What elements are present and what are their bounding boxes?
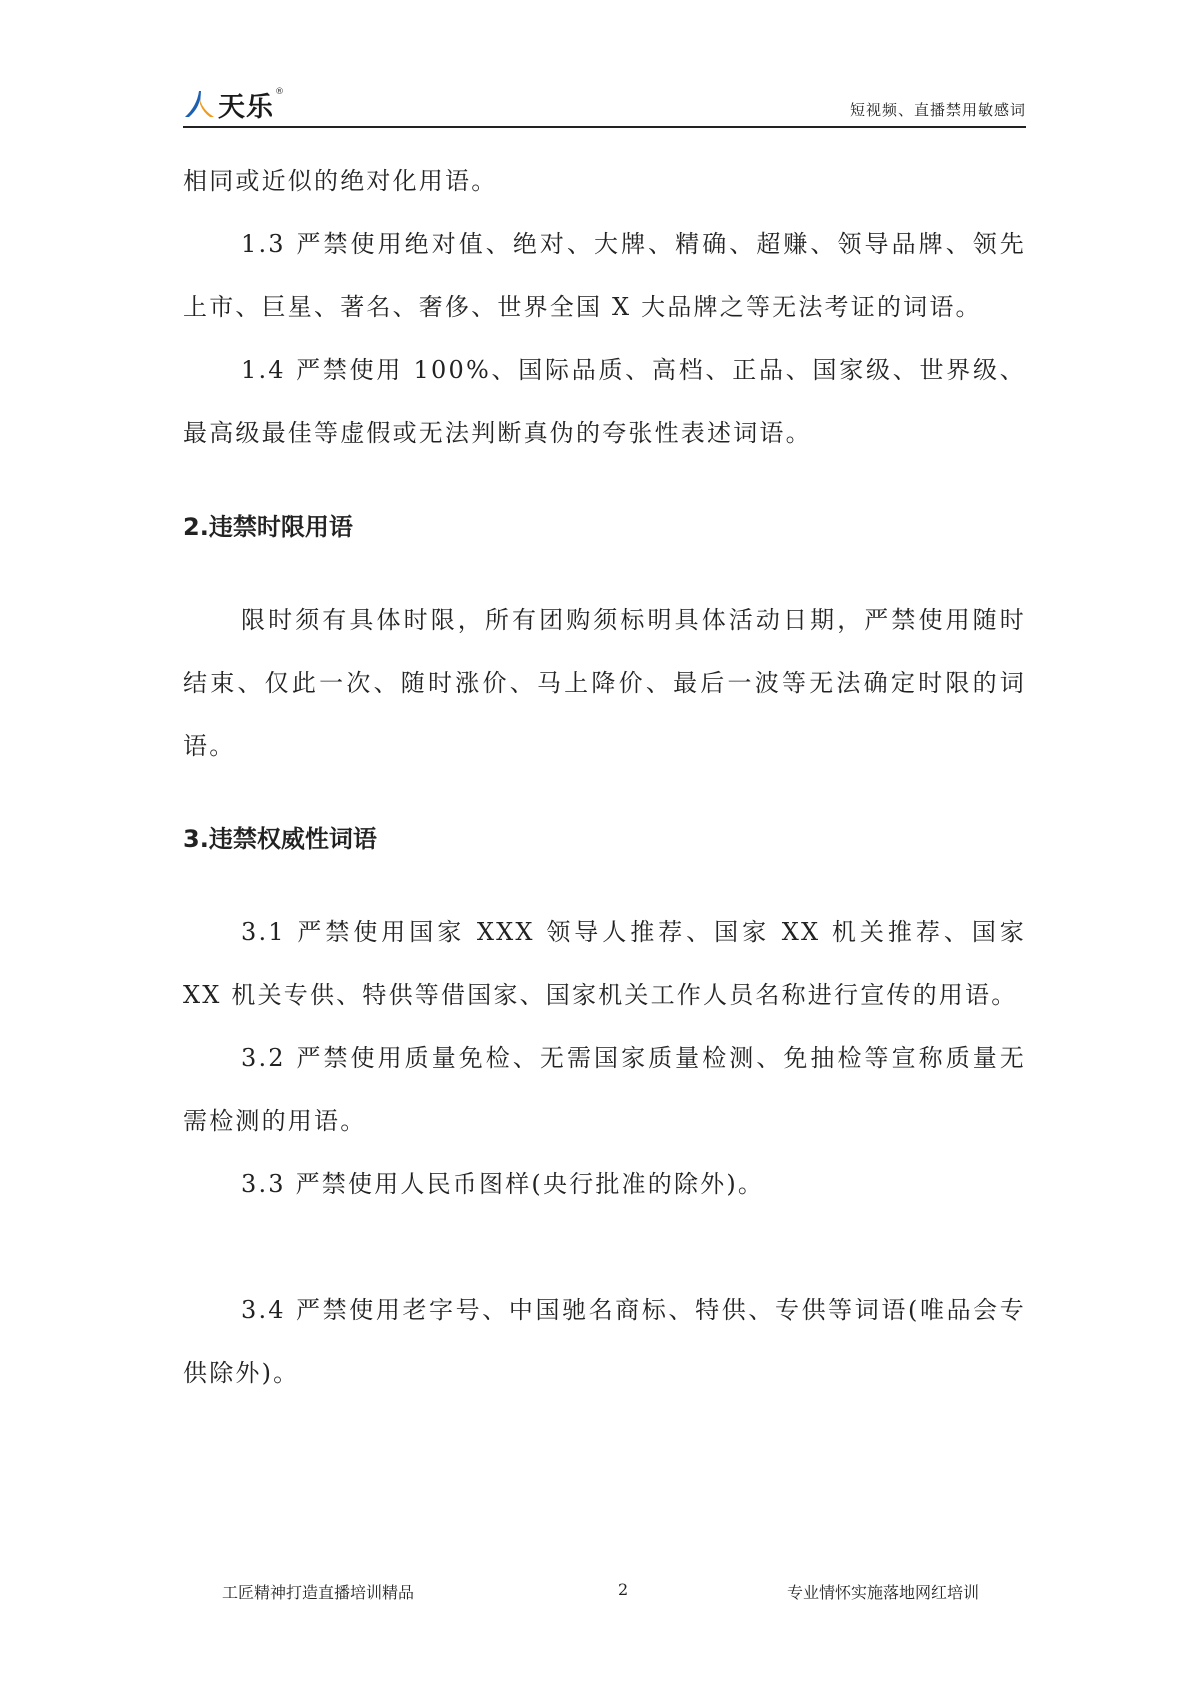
logo-text: 天乐 <box>218 91 274 123</box>
header-divider <box>183 126 1026 128</box>
document-body <box>183 150 1026 1405</box>
page-footer <box>0 1580 1200 1610</box>
logo <box>183 86 284 122</box>
paragraph: 相同或近似的绝对化用语。 <box>183 167 498 195</box>
footer-left-text: 工匠精神打造直播培训精品 <box>222 1583 415 1602</box>
spacer <box>183 778 1026 819</box>
paragraph-1-3: 1.3 严禁使用绝对值、绝对、大牌、精确、超赚、领导品牌、领先上市、巨星、著名、奢侈、世界全国 X 大品牌之等无法考证的词语。 <box>183 230 1026 321</box>
footer-right-text: 专业情怀实施落地网红培训 <box>787 1583 980 1602</box>
section-heading-3: 3.违禁权威性词语 <box>183 825 377 853</box>
paragraph-1-4: 1.4 严禁使用 100%、国际品质、高档、正品、国家级、世界级、最高级最佳等虚假或无法判断真伪的夸张性表述词语。 <box>183 356 1026 447</box>
paragraph-3-1: 3.1 严禁使用国家 XXX 领导人推荐、国家 XX 机关推荐、国家 XX 机关专供、特供等借国家、国家机关工作人员名称进行宣传的用语。 <box>183 918 1026 1009</box>
logo-mark-icon <box>183 88 215 120</box>
spacer <box>183 465 1026 507</box>
page-number: 2 <box>618 1580 629 1599</box>
section-heading-2: 2.违禁时限用语 <box>183 513 353 541</box>
header-title: 短视频、直播禁用敏感词 <box>849 101 1026 119</box>
page-header <box>183 82 1026 128</box>
paragraph-2: 限时须有具体时限，所有团购须标明具体活动日期，严禁使用随时结束、仅此一次、随时涨价、马上降价、最后一波等无法确定时限的词语。 <box>183 606 1026 760</box>
paragraph-3-3: 3.3 严禁使用人民币图样(央行批准的除外)。 <box>241 1170 765 1198</box>
spacer <box>183 859 1026 901</box>
spacer <box>183 1216 1026 1279</box>
paragraph-3-2: 3.2 严禁使用质量免检、无需国家质量检测、免抽检等宣称质量无需检测的用语。 <box>183 1044 1026 1135</box>
logo-registered-mark: ® <box>275 87 284 97</box>
paragraph-3-4: 3.4 严禁使用老字号、中国驰名商标、特供、专供等词语(唯品会专供除外)。 <box>183 1296 1026 1387</box>
spacer <box>183 547 1026 589</box>
